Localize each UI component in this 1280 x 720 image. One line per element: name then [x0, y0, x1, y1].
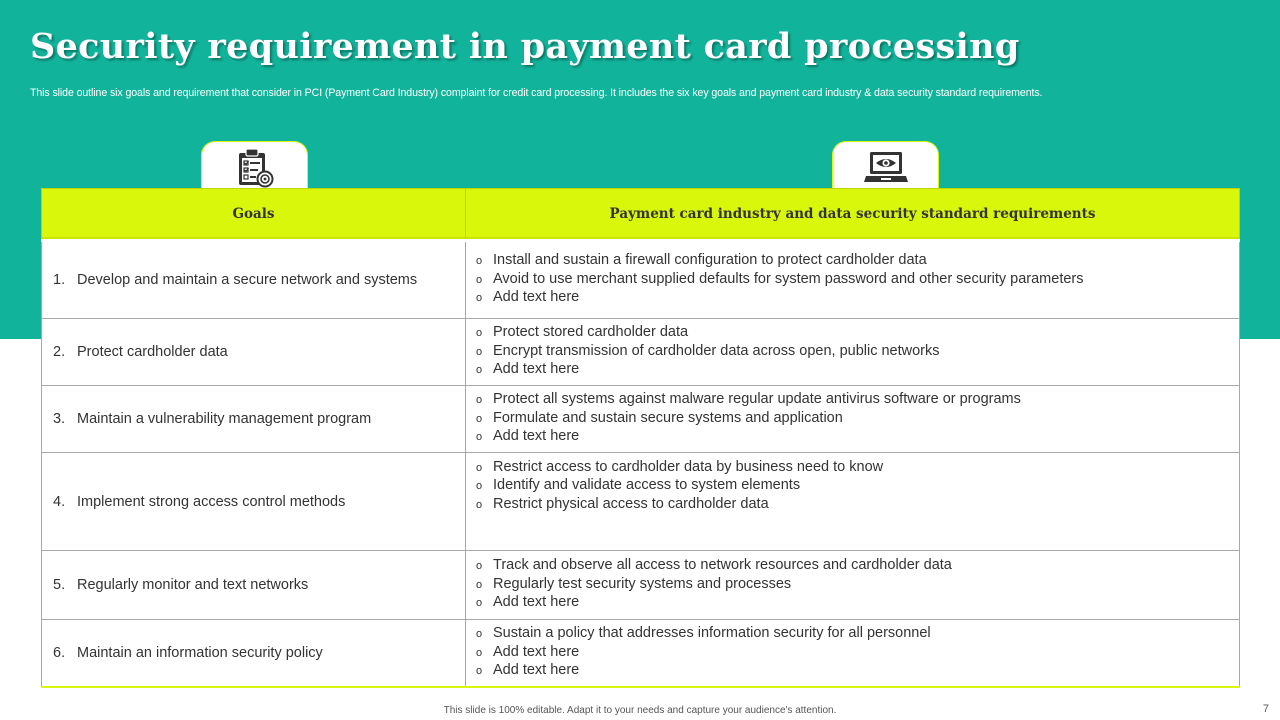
circle-bullet-icon: o: [476, 255, 483, 268]
goal-cell: [42, 620, 466, 688]
table-header-row: [42, 189, 1240, 241]
list-item: [476, 625, 1239, 644]
circle-bullet-icon: o: [476, 327, 483, 340]
requirement-text: Add text here: [493, 361, 580, 378]
requirements-cell: [466, 241, 1240, 319]
requirement-text: Add text here: [493, 289, 580, 306]
list-item: [476, 252, 1239, 271]
slide-title: Security requirement in payment card processing: [30, 26, 1020, 67]
goal-cell: [42, 319, 466, 386]
table-row: [42, 551, 1240, 620]
goal-text: Implement strong access control methods: [77, 493, 346, 510]
requirement-text: Formulate and sustain secure systems and application: [493, 409, 843, 426]
requirements-cell: [466, 453, 1240, 551]
list-item: [476, 289, 1239, 308]
list-item: [476, 477, 1239, 496]
requirements-column-header: Payment card industry and data security standard requirements: [466, 189, 1240, 241]
list-item: [476, 459, 1239, 478]
requirements-cell: [466, 319, 1240, 386]
circle-bullet-icon: o: [476, 364, 483, 377]
requirements-cell: [466, 551, 1240, 620]
table-row: [42, 241, 1240, 319]
circle-bullet-icon: o: [476, 273, 483, 286]
requirement-text: Restrict physical access to cardholder data: [493, 495, 769, 512]
requirement-text: Encrypt transmission of cardholder data across open, public networks: [493, 342, 940, 359]
requirement-text: Sustain a policy that addresses information security for all personnel: [493, 625, 931, 642]
table-row: [42, 386, 1240, 453]
list-item: [476, 496, 1239, 515]
circle-bullet-icon: o: [476, 431, 483, 444]
goal-cell: [42, 453, 466, 551]
goal-number: 2.: [53, 344, 66, 360]
goal-number: 3.: [53, 411, 66, 427]
circle-bullet-icon: o: [476, 628, 483, 641]
list-item: [476, 391, 1239, 410]
list-item: [476, 557, 1239, 576]
goals-icon-tab: [201, 141, 308, 193]
goal-cell: [42, 386, 466, 453]
requirement-text: Restrict access to cardholder data by business need to know: [493, 458, 884, 475]
goal-text: Develop and maintain a secure network and systems: [77, 272, 418, 288]
circle-bullet-icon: o: [476, 345, 483, 358]
goal-text: Maintain a vulnerability management program: [77, 411, 372, 427]
slide-subtitle: This slide outline six goals and requirement that consider in PCI (Payment Card Industry) complaint for credit card processing. It includes the six key goals and payment card industry & data security standard requirements.: [30, 87, 1043, 99]
goal-number: 4.: [53, 493, 66, 510]
requirement-text: Install and sustain a firewall configuration to protect cardholder data: [493, 252, 927, 269]
goal-cell: [42, 241, 466, 319]
circle-bullet-icon: o: [476, 292, 483, 305]
list-item: [476, 594, 1239, 613]
list-item: [476, 271, 1239, 290]
pci-requirements-table: [41, 188, 1240, 688]
table-row: [42, 620, 1240, 688]
requirement-text: Add text here: [493, 594, 580, 611]
footer-note: This slide is 100% editable. Adapt it to your needs and capture your audience's attention.: [443, 705, 837, 716]
table-row: [42, 453, 1240, 551]
requirements-cell: [466, 620, 1240, 688]
list-item: [476, 576, 1239, 595]
requirement-text: Add text here: [493, 662, 580, 679]
requirement-text: Protect stored cardholder data: [493, 324, 689, 341]
laptop-eye-icon: [862, 148, 910, 188]
requirement-text: Protect all systems against malware regular update antivirus software or programs: [493, 391, 1021, 408]
goal-number: 5.: [53, 577, 66, 593]
list-item: [476, 343, 1239, 362]
goal-cell: [42, 551, 466, 620]
requirement-text: Track and observe all access to network resources and cardholder data: [493, 557, 952, 574]
goal-text: Protect cardholder data: [77, 344, 228, 360]
circle-bullet-icon: o: [476, 578, 483, 591]
requirement-text: Regularly test security systems and processes: [493, 575, 792, 592]
circle-bullet-icon: o: [476, 665, 483, 678]
circle-bullet-icon: o: [476, 461, 483, 474]
circle-bullet-icon: o: [476, 646, 483, 659]
list-item: [476, 410, 1239, 429]
goals-column-header: Goals: [42, 189, 466, 241]
circle-bullet-icon: o: [476, 597, 483, 610]
circle-bullet-icon: o: [476, 498, 483, 511]
goal-number: 6.: [53, 645, 66, 661]
requirement-text: Add text here: [493, 428, 580, 445]
list-item: [476, 644, 1239, 663]
list-item: [476, 428, 1239, 447]
table-row: [42, 319, 1240, 386]
list-item: [476, 324, 1239, 343]
goal-number: 1.: [53, 272, 66, 288]
circle-bullet-icon: o: [476, 480, 483, 493]
circle-bullet-icon: o: [476, 412, 483, 425]
clipboard-checklist-icon: [233, 146, 277, 190]
list-item: [476, 361, 1239, 380]
circle-bullet-icon: o: [476, 560, 483, 573]
requirements-icon-tab: [832, 141, 939, 193]
circle-bullet-icon: o: [476, 394, 483, 407]
requirement-text: Identify and validate access to system elements: [493, 477, 801, 494]
goal-text: Maintain an information security policy: [77, 645, 323, 661]
requirements-cell: [466, 386, 1240, 453]
goal-text: Regularly monitor and text networks: [77, 577, 309, 593]
list-item: [476, 662, 1239, 681]
requirement-text: Avoid to use merchant supplied defaults for system password and other security parameters: [493, 270, 1084, 287]
page-number: 7: [1262, 703, 1269, 715]
requirement-text: Add text here: [493, 643, 580, 660]
